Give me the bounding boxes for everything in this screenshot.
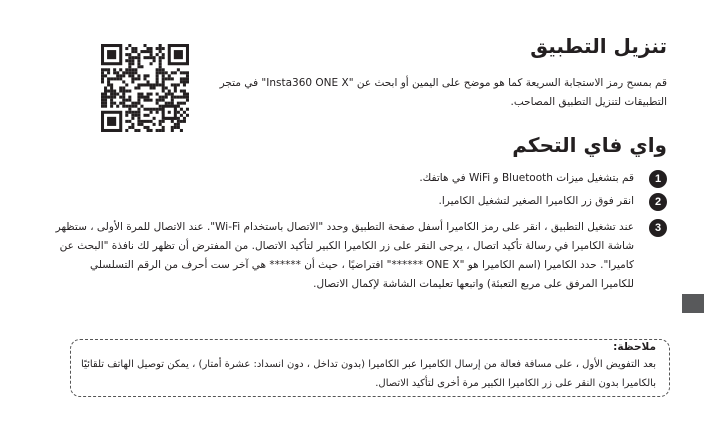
step-2 — [439, 193, 667, 211]
download-instructions: قم بمسح رمز الاستجابة السريعة كما هو موضح على اليمين أو ابحث عن "Insta360 ONE X" في متجر التطبيقات لتنزيل التطبيق المصاحب. — [219, 77, 667, 108]
note-title: ملاحظة: — [613, 341, 656, 353]
step-number: 1 — [649, 170, 667, 188]
download-title: تنزيل التطبيق — [530, 34, 667, 58]
qr-code-icon — [101, 44, 189, 132]
step-text: عند تشغيل التطبيق ، انقر على رمز الكاميرا أسفل صفحة التطبيق وحدد "الاتصال باستخدام Wi-Fi". عند الاتصال للمرة الأولى ، ستظهر شاشة الكاميرا في رسالة تأكيد اتصال ، يرجى النقر على زر الكاميرا الكبير لتأكيد الاتصال. من المفترض أن تظهر لك نافذة "البحث عن كاميرا". حدد الكاميرا (اسم الكاميرا هو "ONE X ******" افتراضيًا ، حيث أن ****** هي آخر ست أحرف من الرقم التسلسلي للكاميرا المرفق على مربع التعبئة) واتبعها تعليمات الشاشة لإكمال الاتصال. — [55, 221, 634, 290]
step-text: انقر فوق زر الكاميرا الصغير لتشغيل الكاميرا. — [438, 195, 634, 207]
step-text: قم بتشغيل ميزات Bluetooth و WiFi في هاتفك. — [419, 172, 634, 184]
section-tab — [682, 294, 704, 313]
step-number: 2 — [649, 193, 667, 211]
step-1 — [419, 170, 667, 188]
note-body: بعد التفويض الأول ، على مسافة فعالة من إرسال الكاميرا عبر الكاميرا (بدون تداخل ، دون انسداد: عشرة أمتار) ، يمكن توصيل الهاتف تلقائيًا بالكاميرا بدون النقر على زر الكاميرا الكبير مرة أخرى لتأكيد الاتصال. — [81, 359, 656, 389]
step-3 — [54, 219, 667, 294]
wifi-title: واي فاي التحكم — [512, 133, 667, 157]
step-number: 3 — [649, 219, 667, 237]
